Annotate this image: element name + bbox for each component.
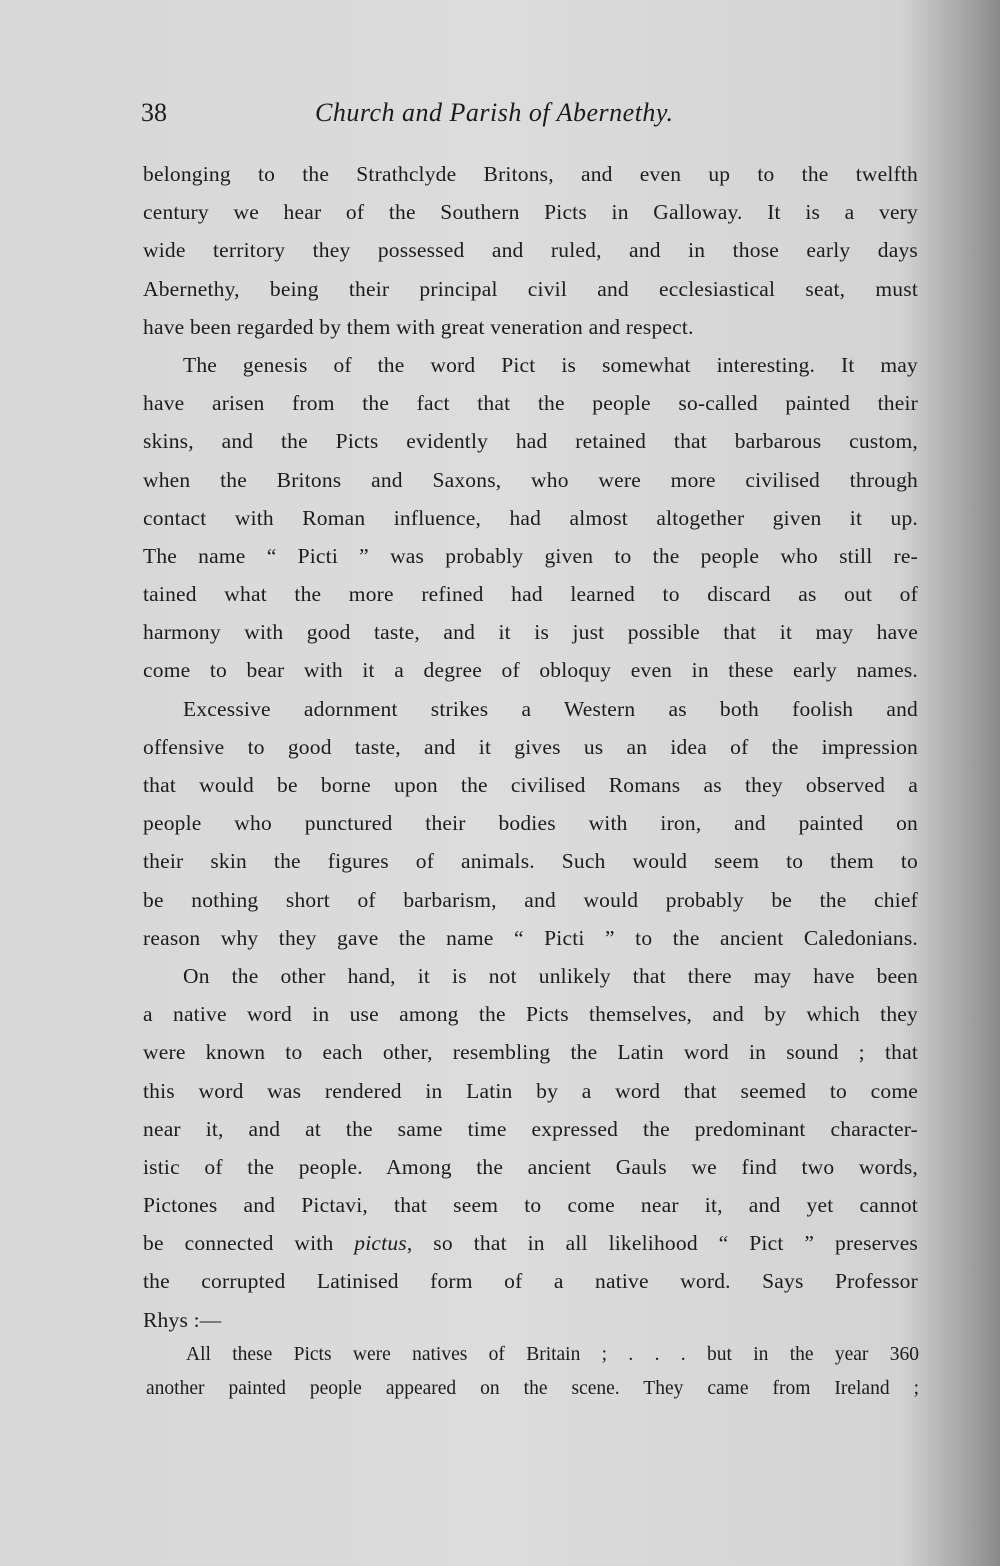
text-segment: be connected with — [143, 1231, 355, 1256]
text-line: harmony with good taste, and it is just possible that it may have — [143, 620, 918, 645]
text-line: their skin the figures of animals. Such would seem to them to — [143, 849, 918, 874]
text-line: that would be borne upon the civilised Romans as they observed a — [143, 773, 918, 797]
text-line: were known to each other, resembling the Latin word in sound ; that — [143, 1040, 918, 1065]
text-line: Pictones and Pictavi, that seem to come near it, and yet cannot — [143, 1193, 918, 1218]
text-line: reason why they gave the name “ Picti ” to the ancient Caledonians. — [143, 925, 918, 950]
text-line: skins, and the Picts evidently had retained that barbarous custom, — [143, 429, 918, 454]
text-line: this word was rendered in Latin by a word that seemed to come — [143, 1078, 918, 1103]
text-line: belonging to the Strathclyde Britons, and even up to the twelfth — [143, 162, 918, 186]
text-line: contact with Roman influence, had almost altogether given it up. — [143, 505, 918, 530]
text-line: have been regarded by them with great veneration and respect. — [143, 314, 694, 339]
page-header — [141, 98, 756, 138]
text-segment: , so that in all likelihood “ Pict ” preserves — [406, 1231, 918, 1256]
italic-word: pictus — [354, 1231, 407, 1256]
text-line: The name “ Picti ” was probably given to the people who still re- — [143, 543, 918, 568]
text-line: On the other hand, it is not unlikely that there may have been — [183, 963, 918, 988]
text-line: Abernethy, being their principal civil and ecclesiastical seat, must — [143, 276, 918, 301]
body-text — [143, 155, 918, 1339]
text-line-pictus — [143, 1224, 918, 1262]
quote-line: All these Picts were natives of Britain ; . . . but in the year 360 — [186, 1344, 919, 1365]
text-line: a native word in use among the Picts themselves, and by which they — [143, 1002, 918, 1027]
text-line: Excessive adornment strikes a Western as both foolish and — [183, 696, 918, 721]
text-line: wide territory they possessed and ruled, and in those early days — [143, 238, 918, 263]
text-line: tained what the more refined had learned to discard as out of — [143, 582, 918, 607]
text-line: century we hear of the Southern Picts in Galloway. It is a very — [143, 200, 918, 225]
text-line: Rhys :— — [143, 1307, 222, 1332]
text-line: near it, and at the same time expressed the predominant character- — [143, 1116, 918, 1141]
text-line: when the Britons and Saxons, who were more civilised through — [143, 467, 918, 492]
text-line: be nothing short of barbarism, and would probably be the chief — [143, 887, 918, 912]
text-line: the corrupted Latinised form of a native word. Says Professor — [143, 1269, 918, 1294]
block-quote — [146, 1338, 919, 1406]
text-line: people who punctured their bodies with iron, and painted on — [143, 811, 918, 836]
quote-line: another painted people appeared on the scene. They came from Ireland ; — [146, 1378, 919, 1399]
text-line: come to bear with it a degree of obloquy even in these early names. — [143, 658, 918, 683]
text-line: have arisen from the fact that the people so-called painted their — [143, 391, 918, 416]
text-line: The genesis of the word Pict is somewhat interesting. It may — [183, 352, 918, 377]
page-number: 38 — [141, 98, 167, 127]
running-title: Church and Parish of Abernethy. — [315, 98, 674, 127]
text-line: istic of the people. Among the ancient Gauls we find two words, — [143, 1154, 918, 1179]
text-line: offensive to good taste, and it gives us an idea of the impression — [143, 734, 918, 759]
